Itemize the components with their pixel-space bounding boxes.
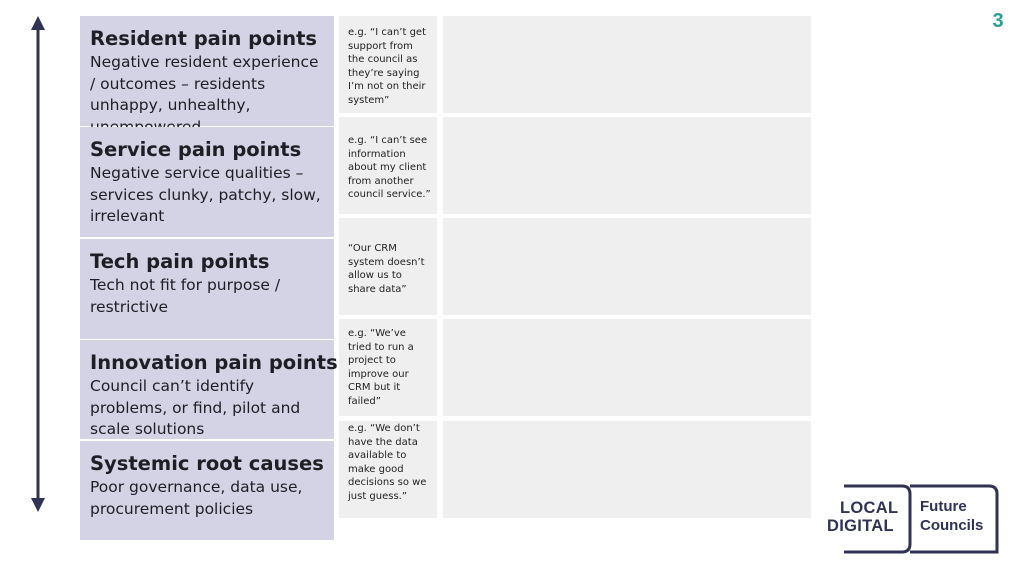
logo-local: LOCAL [840, 499, 899, 517]
logo-future: Future [920, 498, 967, 515]
logo-councils: Councils [920, 517, 984, 534]
category-description: Negative resident experience / outcomes – residents unhappy, unhealthy, [90, 53, 319, 114]
category-title: Innovation pain points [90, 351, 338, 374]
empty-cell[interactable] [443, 117, 811, 214]
category-tech [80, 239, 334, 339]
empty-cell[interactable] [443, 16, 811, 113]
category-description: Council can’t identify problems, or find, pilot and scale solutions [90, 377, 301, 438]
double-headed-arrow-icon [30, 16, 46, 512]
example-quote: e.g. “We’ve tried to run a project to improve our CRM but it failed” [339, 319, 437, 416]
category-resident [80, 16, 334, 126]
empty-cell[interactable] [443, 218, 811, 315]
category-title: Resident pain points [90, 27, 318, 50]
category-description: Tech not fit for purpose / restrictive [90, 276, 281, 316]
empty-cell[interactable] [443, 421, 811, 518]
logo-digital: DIGITAL [827, 517, 894, 535]
category-description: Negative service qualities – services clunky, patchy, slow, irrelevant [90, 164, 321, 225]
local-digital-future-councils-logo [826, 484, 1000, 554]
category-title: Service pain points [90, 138, 302, 161]
category-description: Poor governance, data use, procurement policies [90, 478, 303, 518]
category-systemic [80, 441, 334, 540]
example-quote: e.g. “We don’t have the data available to make good decisions so we just guess.” [339, 421, 437, 518]
category-title: Tech pain points [90, 250, 270, 273]
empty-cell[interactable] [443, 319, 811, 416]
example-quote: “Our CRM system doesn’t allow us to share data” [339, 218, 437, 315]
page-number: 3 [992, 10, 1004, 32]
category-title: Systemic root causes [90, 452, 324, 475]
example-quote: e.g. “I can’t see information about my client from another council service.” [339, 117, 437, 214]
category-service [80, 127, 334, 237]
category-innovation [80, 340, 338, 439]
example-quote: e.g. “I can’t get support from the council as they’re saying I’m not on their system” [339, 16, 437, 113]
